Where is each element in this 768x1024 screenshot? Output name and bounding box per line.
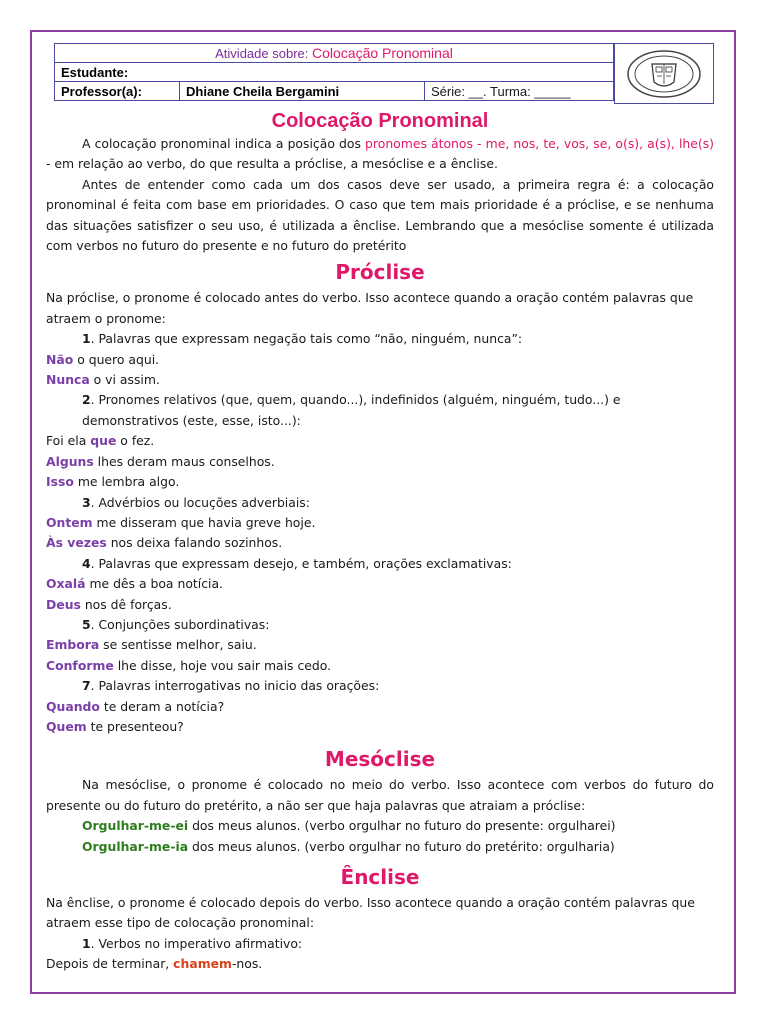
example-line xyxy=(46,533,714,553)
intro-p1-post: - em relação ao verbo, do que resulta a próclise, a mesóclise e a ênclise. xyxy=(46,156,498,172)
example-rest: dos meus alunos. (verbo orgulhar no futuro do presente: orgulharei) xyxy=(188,818,616,834)
rule-number: 1 xyxy=(82,331,91,347)
example-rest: -nos. xyxy=(231,956,263,972)
proclise-rule-1 xyxy=(46,329,714,349)
example-keyword: Embora xyxy=(46,637,100,653)
example-rest: me lembra algo. xyxy=(73,474,180,490)
example-rest: o fez. xyxy=(116,433,155,449)
rule-text: . Advérbios ou locuções adverbiais: xyxy=(90,494,310,510)
rule-text: . Conjunções subordinativas: xyxy=(90,616,270,632)
example-line xyxy=(46,513,714,533)
example-rest: nos deixa falando sozinhos. xyxy=(106,535,283,551)
example-keyword: Alguns xyxy=(46,453,94,469)
proclise-rule-5 xyxy=(46,615,714,635)
example-pre: Foi ela xyxy=(46,433,91,449)
serie-turma: Série: __. Turma: _____ xyxy=(425,82,614,101)
atividade-label: Atividade sobre: xyxy=(215,46,309,61)
estudante-label: Estudante: xyxy=(55,63,614,82)
example-line xyxy=(46,656,714,676)
example-rest: me dês a boa notícia. xyxy=(85,576,223,592)
example-rest: se sentisse melhor, saiu. xyxy=(99,637,257,653)
example-keyword: chamem xyxy=(173,956,232,972)
example-rest: te deram a notícia? xyxy=(99,698,225,714)
enclise-intro: Na ênclise, o pronome é colocado depois do verbo. Isso acontece quando a oração contém palavras que atraem esse tipo de colocação pronominal: xyxy=(46,895,695,931)
example-line xyxy=(46,452,714,472)
mesoclise-title: Mesóclise xyxy=(324,747,436,772)
example-keyword: Deus xyxy=(46,596,81,612)
rule-number: 2 xyxy=(82,392,91,408)
example-keyword: Oxalá xyxy=(46,576,86,592)
example-line xyxy=(46,697,714,717)
example-keyword: Isso xyxy=(46,474,74,490)
example-keyword: Ontem xyxy=(46,514,93,530)
proclise-title: Próclise xyxy=(335,260,425,285)
example-keyword: Às vezes xyxy=(46,535,107,551)
example-line xyxy=(46,837,714,857)
proclise-rule-3 xyxy=(46,493,714,513)
proclise-rule-4 xyxy=(46,554,714,574)
rule-number: 1 xyxy=(82,935,91,951)
content xyxy=(46,108,714,975)
rule-text: . Verbos no imperativo afirmativo: xyxy=(90,935,303,951)
example-line xyxy=(46,574,714,594)
proclise-rule-2 xyxy=(46,390,714,431)
example-keyword: que xyxy=(90,433,117,449)
school-seal-icon xyxy=(624,48,704,100)
example-line xyxy=(46,370,714,390)
atividade-cell xyxy=(55,44,614,63)
example-line xyxy=(46,595,714,615)
intro-paragraph-2: Antes de entender como cada um dos casos deve ser usado, a primeira regra é: a colocação pronominal é feita com base em prioridades. O caso que tem mais prioridade é a próclise, e se nenhuma das situações satisfizer o seu uso, é utilizada a ênclise. Lembrando que a mesóclise somente é utilizada com verbos no futuro do presente e no futuro do pretérito xyxy=(46,176,714,254)
example-rest: me disseram que havia greve hoje. xyxy=(92,514,316,530)
pronomes-atonos-highlight: pronomes átonos - me, nos, te, vos, se, o(s), a(s), lhe(s) xyxy=(365,136,714,151)
example-line xyxy=(46,350,714,370)
example-line xyxy=(46,816,714,836)
rule-number: 3 xyxy=(82,494,91,510)
rule-text: . Palavras interrogativas no inicio das orações: xyxy=(90,678,380,694)
intro-p1-pre: A colocação pronominal indica a posição dos xyxy=(82,136,366,151)
school-logo-box xyxy=(614,43,714,104)
enclise-rule-1 xyxy=(46,934,714,954)
example-line xyxy=(46,717,714,737)
example-keyword: Conforme xyxy=(46,657,114,673)
example-line xyxy=(46,431,714,451)
rule-text: . Pronomes relativos (que, quem, quando...), indefinidos (alguém, ninguém, tudo...) e demonstrativos (este, esse, isto...): xyxy=(82,392,621,428)
example-keyword: Orgulhar-me-ia xyxy=(82,838,189,854)
rule-number: 5 xyxy=(82,616,91,632)
example-rest: dos meus alunos. (verbo orgulhar no futuro do pretérito: orgulharia) xyxy=(188,838,615,854)
professor-label: Professor(a): xyxy=(55,82,180,101)
example-line xyxy=(46,472,714,492)
atividade-topic: Colocação Pronominal xyxy=(312,45,453,61)
example-line xyxy=(46,635,714,655)
example-rest: te presenteou? xyxy=(86,718,184,734)
example-line xyxy=(46,954,714,974)
example-pre: Depois de terminar, xyxy=(46,956,174,972)
example-keyword: Quem xyxy=(46,718,87,734)
header-table xyxy=(54,43,614,101)
rule-text: . Palavras que expressam negação tais como “não, ninguém, nunca”: xyxy=(90,331,523,347)
rule-number: 4 xyxy=(82,555,91,571)
example-keyword: Orgulhar-me-ei xyxy=(82,818,189,834)
example-rest: lhe disse, hoje vou sair mais cedo. xyxy=(113,657,332,673)
example-keyword: Nunca xyxy=(46,372,90,388)
rule-number: 7 xyxy=(82,678,91,694)
example-keyword: Não xyxy=(46,351,74,367)
intro-paragraph-1 xyxy=(46,134,714,175)
proclise-rule-7 xyxy=(46,676,714,696)
rule-text: . Palavras que expressam desejo, e também, orações exclamativas: xyxy=(90,555,512,571)
example-keyword: Quando xyxy=(46,698,100,714)
example-rest: lhes deram maus conselhos. xyxy=(93,453,275,469)
mesoclise-intro: Na mesóclise, o pronome é colocado no meio do verbo. Isso acontece com verbos do futuro do presente ou do futuro do pretérito, a não ser que haja palavras que atraiam a próclise: xyxy=(46,777,714,813)
enclise-title: Ênclise xyxy=(340,865,420,889)
example-rest: o quero aqui. xyxy=(73,351,160,367)
example-rest: o vi assim. xyxy=(89,372,160,388)
example-rest: nos dê forças. xyxy=(80,596,172,612)
proclise-intro: Na próclise, o pronome é colocado antes do verbo. Isso acontece quando a oração contém palavras que atraem o pronome: xyxy=(46,290,694,326)
professor-name: Dhiane Cheila Bergamini xyxy=(180,82,425,101)
main-title: Colocação Pronominal xyxy=(271,110,489,132)
